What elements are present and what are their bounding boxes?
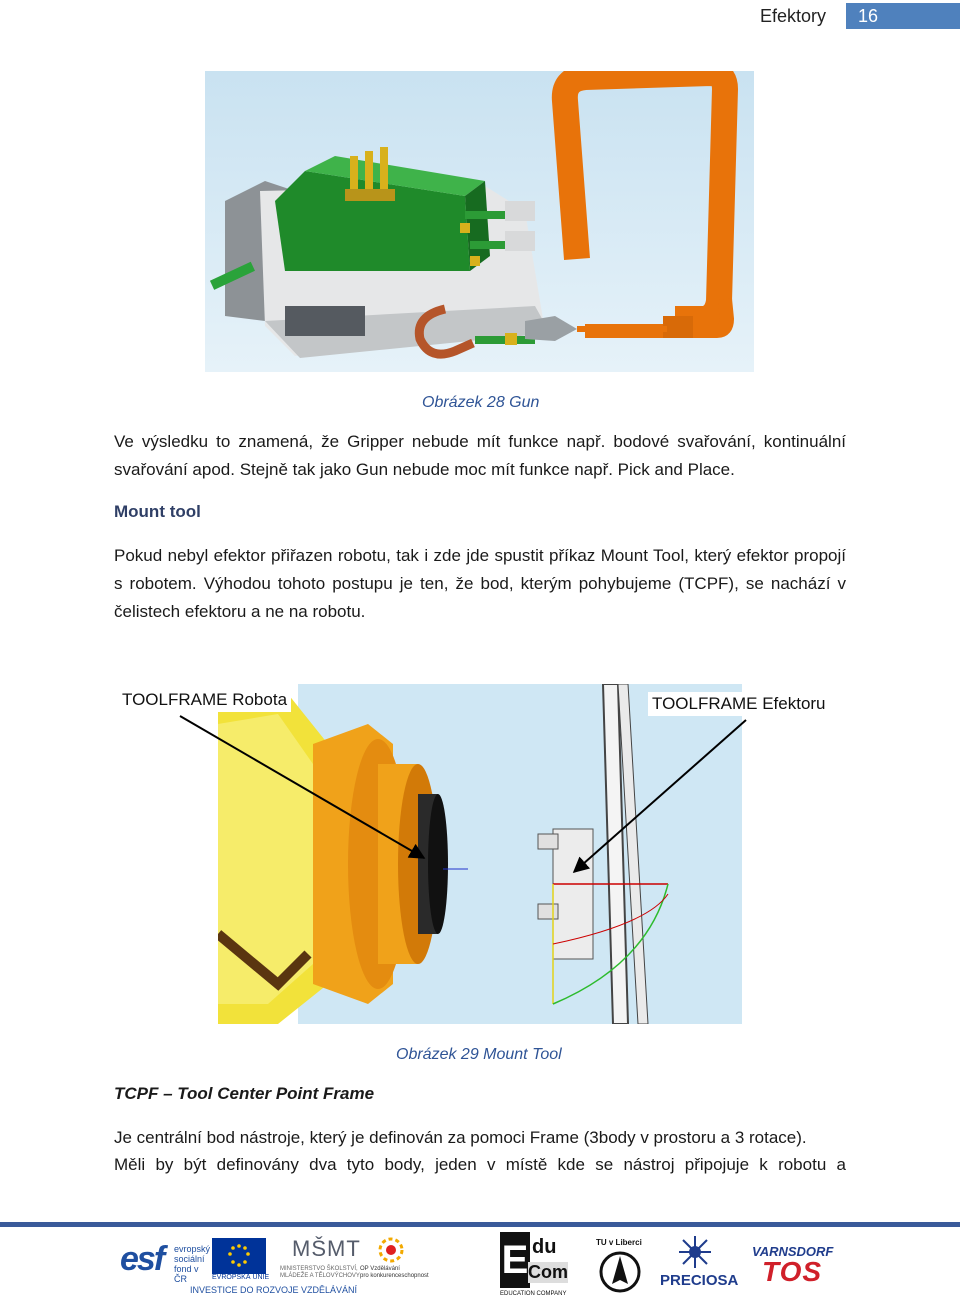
paragraph-tcpf-line-2: Měli by být definovány dva tyto body, jeden v místě kde se nástroj připojuje k robotu a	[114, 1155, 846, 1174]
op-sun-icon	[376, 1236, 406, 1264]
running-header-title: Efektory	[760, 6, 827, 26]
msmt-logo: MŠMT MINISTERSTVO ŠKOLSTVÍ, MLÁDEŽE A TĚLOVÝCHOVY	[280, 1236, 361, 1279]
page-number: 16	[858, 6, 879, 26]
investment-tagline: INVESTICE DO ROZVOJE VZDĚLÁVÁNÍ	[190, 1285, 358, 1295]
figure-29-caption: Obrázek 29 Mount Tool	[396, 1046, 562, 1063]
paragraph-tcpf-line-1: Je centrální bod nástroje, který je definován za pomoci Frame (3body v prostoru a 3 rotace).	[114, 1128, 807, 1147]
varnsdorf-tos-logo: VARNSDORF TOS	[752, 1244, 834, 1287]
label-toolframe-robot: TOOLFRAME Robota	[118, 688, 291, 712]
tul-logo: TU v Liberci	[596, 1238, 646, 1294]
figure-28-caption: Obrázek 28 Gun	[422, 394, 540, 411]
label-toolframe-effector: TOOLFRAME Efektoru	[648, 692, 830, 716]
section-heading-mount-tool: Mount tool	[114, 502, 201, 521]
eu-flag-icon	[212, 1238, 266, 1274]
tul-emblem-icon	[598, 1250, 642, 1294]
educom-logo: E du Com EDUCATION COMPANY	[500, 1232, 572, 1298]
esf-logo: esf evropský sociální fond v ČR	[120, 1240, 211, 1284]
paragraph-results: Ve výsledku to znamená, že Gripper nebude mít funkce např. bodové svařování, kontinuální svařování apod. Stejně tak jako Gun nebude moc mít funkce např. Pick and Place.	[114, 432, 846, 479]
eu-label: EVROPSKÁ UNIE	[212, 1274, 270, 1281]
figure-gun-image	[205, 71, 754, 372]
op-logo: OP Vzdělávání pro konkurenceschopnost	[366, 1236, 426, 1282]
footer-divider	[0, 1222, 960, 1227]
preciosa-star-icon	[675, 1234, 715, 1270]
section-heading-tcpf: TCPF – Tool Center Point Frame	[114, 1084, 375, 1103]
preciosa-logo: PRECIOSA	[660, 1234, 730, 1292]
paragraph-mount-tool: Pokud nebyl efektor přiřazen robotu, tak i zde jde spustit příkaz Mount Tool, který efektor propojí s robotem. Výhodou tohoto postupu je ten, že bod, kterým pohybujeme (TCPF), se nachází v čelistech efektoru a ne na robotu.	[114, 546, 846, 621]
figure-mount-tool-image	[218, 684, 742, 1024]
